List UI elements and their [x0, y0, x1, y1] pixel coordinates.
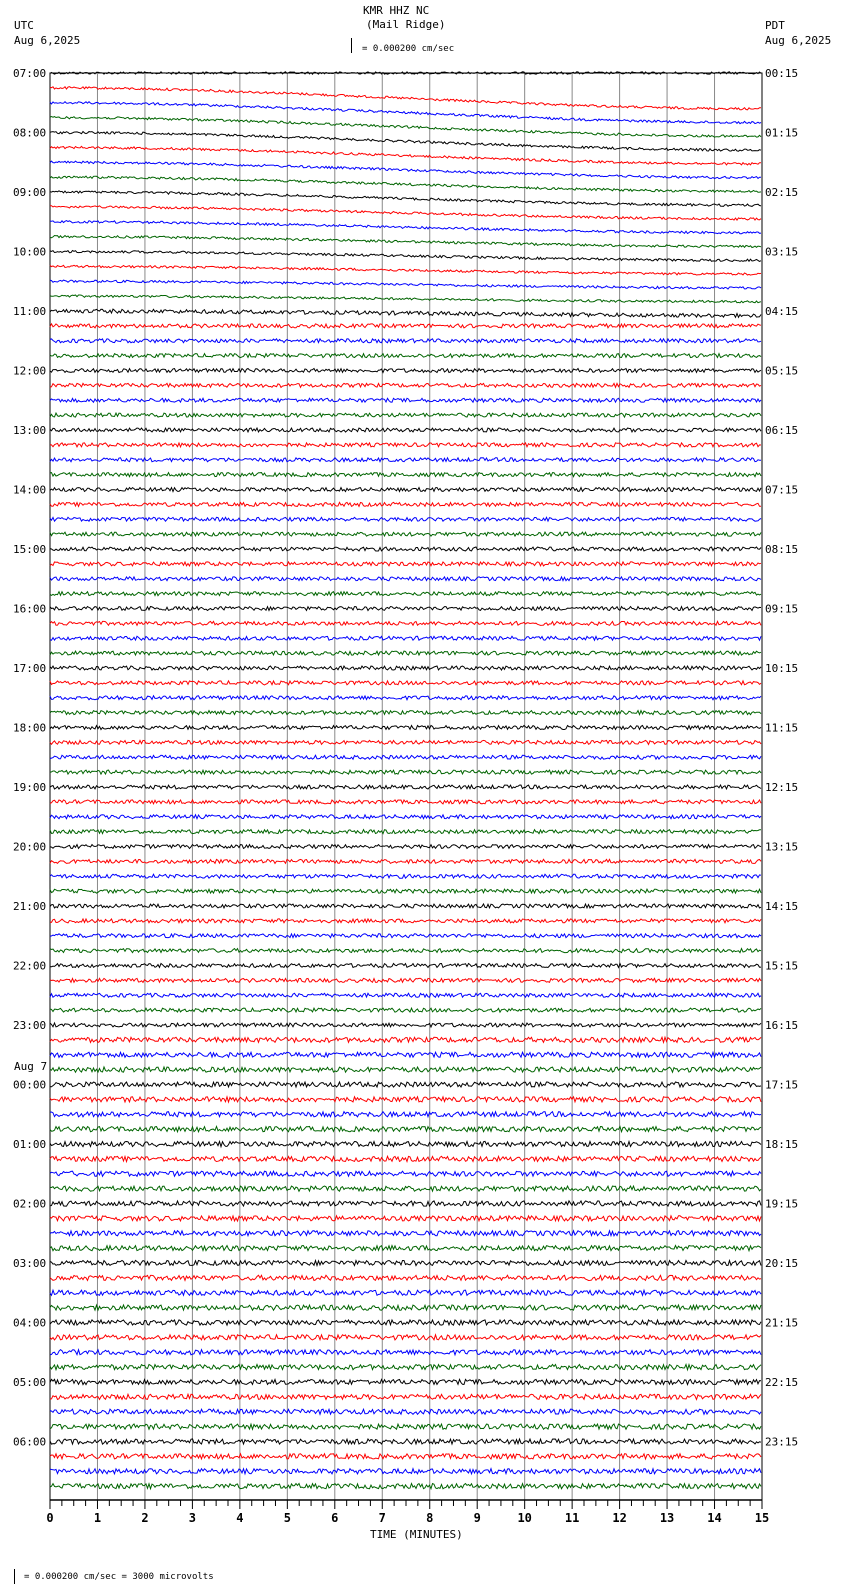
seismic-trace [50, 339, 761, 343]
pdt-hour-label: 04:15 [765, 305, 799, 318]
seismic-trace [50, 1484, 761, 1489]
utc-hour-label: 17:00 [13, 662, 47, 675]
seismic-trace [50, 1290, 761, 1295]
seismic-trace [50, 1023, 761, 1027]
pdt-hour-label: 00:15 [765, 67, 799, 80]
seismic-trace [50, 1365, 761, 1370]
seismic-trace [50, 354, 761, 358]
seismic-trace [50, 176, 761, 192]
pdt-hour-label: 21:15 [765, 1316, 799, 1330]
seismic-trace [50, 993, 761, 997]
seismic-trace [50, 161, 761, 179]
seismic-trace [50, 726, 761, 730]
seismic-trace [50, 696, 761, 700]
x-tick-label: 1 [93, 1511, 102, 1525]
seismic-trace [50, 1201, 761, 1206]
utc-hour-label: 19:00 [13, 781, 47, 794]
utc-hour-label: 05:00 [13, 1376, 47, 1389]
seismic-trace [50, 1335, 761, 1340]
seismic-trace [50, 621, 761, 625]
seismic-trace [50, 1112, 761, 1117]
utc-hour-label: 03:00 [13, 1257, 47, 1270]
pdt-hour-label: 14:15 [765, 900, 799, 913]
utc-hour-label: 06:00 [13, 1435, 47, 1449]
x-tick-label: 10 [517, 1511, 532, 1525]
seismic-trace [50, 815, 761, 819]
seismic-trace [50, 1320, 761, 1325]
seismic-trace [50, 1082, 761, 1087]
seismic-trace [50, 1424, 761, 1429]
x-tick-label: 9 [473, 1511, 481, 1525]
pdt-hour-label: 02:15 [765, 186, 799, 199]
seismic-trace [50, 800, 761, 804]
seismic-trace [50, 681, 761, 685]
seismic-trace [50, 488, 761, 492]
pdt-hour-label: 12:15 [765, 781, 799, 794]
seismic-trace [50, 324, 761, 328]
seismic-trace [50, 458, 761, 462]
seismic-trace [50, 1052, 761, 1057]
seismic-trace [50, 1439, 761, 1444]
seismic-trace [50, 1186, 761, 1191]
seismic-trace [50, 1469, 761, 1474]
seismic-trace [50, 889, 761, 893]
seismic-trace [50, 221, 761, 234]
seismic-trace [50, 919, 761, 923]
x-tick-label: 15 [754, 1511, 770, 1525]
seismic-trace [50, 1037, 761, 1042]
seismic-trace [50, 206, 761, 220]
seismic-trace [50, 547, 761, 551]
pdt-hour-label: 19:15 [765, 1197, 799, 1211]
seismic-trace [50, 711, 761, 715]
pdt-hour-label: 03:15 [765, 245, 799, 259]
seismic-trace [50, 666, 761, 670]
seismic-trace [50, 1231, 761, 1236]
utc-hour-label: 23:00 [13, 1019, 47, 1032]
seismic-trace [50, 1097, 761, 1102]
x-tick-label: 4 [236, 1511, 244, 1525]
x-tick-label: 12 [612, 1511, 627, 1525]
seismic-trace [50, 592, 761, 596]
seismic-trace [50, 1127, 761, 1132]
station-location: (Mail Ridge) [366, 18, 446, 31]
utc-hour-label: 20:00 [13, 840, 47, 854]
date-change-label: Aug 7 [14, 1060, 48, 1073]
seismic-trace [50, 1305, 761, 1310]
seismic-trace [50, 280, 761, 289]
seismic-trace [50, 146, 761, 165]
right-timezone: PDT [765, 19, 785, 32]
pdt-hour-label: 13:15 [765, 840, 799, 854]
x-tick-label: 7 [378, 1511, 386, 1525]
seismic-trace [50, 398, 761, 402]
seismic-trace [50, 532, 761, 536]
seismic-trace [50, 1260, 761, 1265]
seismic-trace [50, 934, 761, 938]
seismic-trace [50, 236, 761, 248]
scale-bar-icon [351, 38, 352, 53]
station-title: KMR HHZ NC [363, 4, 430, 17]
seismic-trace [50, 102, 761, 124]
seismic-trace [50, 428, 761, 432]
seismic-trace [50, 949, 761, 953]
x-tick-label: 3 [188, 1511, 197, 1525]
seismic-trace [50, 1379, 761, 1384]
seismic-trace [50, 443, 761, 447]
utc-hour-label: 00:00 [13, 1078, 47, 1092]
pdt-hour-label: 07:15 [765, 483, 799, 497]
seismic-trace [50, 1275, 761, 1280]
utc-hour-label: 10:00 [13, 245, 47, 259]
right-date: Aug 6,2025 [765, 34, 832, 47]
seismic-trace [50, 859, 761, 863]
pdt-hour-label: 16:15 [765, 1019, 799, 1032]
pdt-hour-label: 06:15 [765, 424, 799, 437]
x-tick-label: 8 [426, 1511, 434, 1525]
utc-hour-label: 07:00 [13, 67, 47, 80]
pdt-hour-label: 11:15 [765, 721, 799, 735]
seismic-trace [50, 1171, 761, 1176]
seismic-trace [50, 413, 761, 417]
seismic-trace [50, 577, 761, 581]
pdt-hour-label: 15:15 [765, 959, 799, 973]
pdt-hour-label: 10:15 [765, 662, 799, 675]
left-date: Aug 6,2025 [14, 34, 81, 47]
seismic-trace [50, 651, 761, 655]
utc-hour-label: 21:00 [13, 900, 47, 913]
left-timezone: UTC [14, 19, 34, 32]
seismic-trace [50, 191, 761, 207]
seismic-trace [50, 770, 761, 774]
seismic-trace [50, 1454, 761, 1459]
utc-hour-label: 02:00 [13, 1197, 47, 1211]
utc-hour-label: 18:00 [13, 721, 47, 735]
seismic-trace [50, 607, 761, 611]
seismic-trace [50, 1156, 761, 1161]
seismic-trace [50, 1350, 761, 1355]
seismic-trace [50, 740, 761, 744]
pdt-hour-label: 22:15 [765, 1376, 799, 1389]
utc-hour-label: 04:00 [13, 1316, 47, 1330]
seismic-trace [50, 517, 761, 521]
pdt-hour-label: 08:15 [765, 543, 799, 556]
x-tick-label: 2 [141, 1511, 149, 1525]
seismic-trace [50, 265, 761, 275]
utc-hour-label: 12:00 [13, 364, 47, 378]
seismic-trace [50, 251, 761, 262]
scale-text: = 0.000200 cm/sec [362, 44, 455, 54]
seismic-trace [50, 1216, 761, 1221]
x-tick-label: 14 [707, 1511, 722, 1525]
x-tick-label: 13 [659, 1511, 675, 1525]
x-tick-label: 11 [564, 1511, 580, 1525]
seismic-trace [50, 904, 761, 908]
x-tick-label: 5 [283, 1511, 291, 1525]
seismic-trace [50, 1394, 761, 1399]
seismic-trace [50, 562, 761, 566]
x-tick-label: 0 [46, 1511, 54, 1525]
utc-hour-label: 14:00 [13, 483, 47, 497]
utc-hour-label: 08:00 [13, 126, 47, 140]
seismic-trace [50, 636, 761, 640]
pdt-hour-label: 18:15 [765, 1138, 799, 1151]
seismic-trace [50, 830, 761, 834]
seismic-trace [50, 845, 761, 849]
utc-hour-label: 22:00 [13, 959, 47, 973]
seismic-trace [50, 978, 761, 982]
seismic-trace [50, 1409, 761, 1414]
seismic-trace [50, 874, 761, 878]
x-axis-label: TIME (MINUTES) [370, 1528, 463, 1541]
seismic-trace [50, 383, 761, 387]
seismic-trace [50, 369, 761, 373]
seismic-trace [50, 502, 761, 506]
footer-scale-bar-icon [14, 1569, 15, 1584]
seismic-trace [50, 785, 761, 789]
x-tick-label: 6 [331, 1511, 339, 1525]
pdt-hour-label: 20:15 [765, 1257, 799, 1270]
footer-scale-text: = 0.000200 cm/sec = 3000 microvolts [24, 1572, 214, 1582]
pdt-hour-label: 05:15 [765, 364, 799, 378]
seismic-trace [50, 1067, 761, 1072]
seismic-trace [50, 295, 761, 303]
utc-hour-label: 01:00 [13, 1138, 47, 1151]
pdt-hour-label: 01:15 [765, 126, 799, 140]
seismic-trace [50, 964, 761, 968]
utc-hour-label: 11:00 [13, 305, 47, 318]
seismic-trace [50, 755, 761, 759]
seismic-trace [50, 473, 761, 477]
seismic-trace [50, 1008, 761, 1012]
utc-hour-label: 13:00 [13, 424, 47, 437]
pdt-hour-label: 17:15 [765, 1078, 799, 1092]
utc-hour-label: 09:00 [13, 186, 47, 199]
seismic-trace [50, 1246, 761, 1251]
pdt-hour-label: 23:15 [765, 1435, 799, 1449]
utc-hour-label: 15:00 [13, 543, 47, 556]
seismic-trace [50, 1141, 761, 1146]
pdt-hour-label: 09:15 [765, 602, 799, 616]
seismic-trace [50, 87, 761, 110]
utc-hour-label: 16:00 [13, 602, 47, 616]
seismic-trace [50, 309, 761, 317]
